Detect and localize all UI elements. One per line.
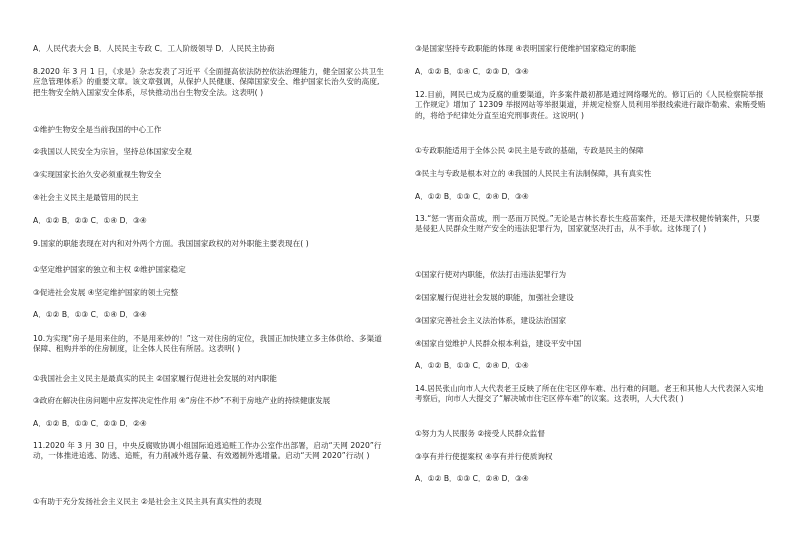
left-option-line-0: A．人民代表大会 B．人民民主专政 C．工人阶级领导 D．人民民主协商 [33,44,275,53]
right-question-stem-2: 12.目前，网民已成为反腐的重要渠道，许多案件最初都是通过网络曝光的。修订后的《人民检察院举报工作规定》增加了 12309 举报网站等举报渠道，并规定检察人员利用举报线索进行敲诈勒索、索贿受贿的，将给予纪律处分直至追究刑事责任。这说明( ) [415,90,766,120]
left-option-line-5: ④社会主义民主是最管用的民主 [33,193,139,202]
right-option-line-1: A．①② B．①④ C．②③ D．③④ [415,67,529,76]
right-option-line-10: ④国家自觉维护人民群众根本利益，建设平安中国 [415,339,582,348]
left-option-line-9: ③促进社会发展 ④坚定维护国家的领土完整 [33,288,179,297]
right-option-line-3: ①专政职能适用于全体公民 ②民主是专政的基础，专政是民主的保障 [415,146,644,155]
left-question-stem-11: 10.为实现“房子是用来住的，不是用来炒的！”这一对住房的定位，我国正加快建立多主体供给、多渠道保障、租购并举的住房制度，让全体人民住有所居。这表明( ) [33,334,382,354]
left-option-line-10: A．①② B．①③ C．①④ D．③④ [33,310,147,319]
left-question-stem-1: 8.2020 年 3 月 1 日，《求是》杂志发表了习近平《全面提高依法防控依法治理能力，健全国家公共卫生应急管理体系》的重要文章。该文章强调，从保护人民健康、保障国家安全、维护国家长治久安的高度,把生物安全纳入国家安全体系，尽快推动出台生物安全法。这表明( ) [33,67,384,97]
right-option-line-13: ①努力为人民服务 ②接受人民群众监督 [415,429,545,438]
left-option-line-2: ①维护生物安全是当前我国的中心工作 [33,125,162,134]
right-option-line-5: A．①② B．①③ C．②④ D．③④ [415,192,529,201]
left-question-stem-15: 11.2020 年 3 月 30 日，中央反腐败协调小组国际追逃追赃工作办公室作出部署，启动“天网 2020”行动，一体推进追逃、防逃、追赃，有力削减外逃存量、有效遏制外逃增量。启动“天网 2020”行动( ) [33,441,382,461]
left-option-line-8: ①坚定维护国家的独立和主权 ②维护国家稳定 [33,265,186,274]
right-option-line-8: ②国家履行促进社会发展的职能，加强社会建设 [415,293,574,302]
left-option-line-4: ③实现国家长治久安必须重视生物安全 [33,170,162,179]
left-option-line-13: ③政府在解决住房问题中应发挥决定性作用 ④“房住不炒”不利于房地产业的持续健康发展 [33,396,331,405]
left-question-stem-7: 9.国家的职能表现在对内和对外两个方面。我国国家政权的对外职能主要表现在( ) [33,239,309,248]
right-option-line-9: ③国家完善社会主义法治体系，建设法治国家 [415,316,567,325]
left-option-line-12: ①我国社会主义民主是最真实的民主 ②国家履行促进社会发展的对内职能 [33,374,277,383]
right-option-line-14: ③享有并行使提案权 ④享有并行使质询权 [415,452,553,461]
left-option-line-14: A．①② B．①③ C．②③ D．②④ [33,419,147,428]
right-option-line-11: A．①② B．①③ C．②④ D．①④ [415,361,529,370]
right-question-stem-12: 14.居民张山向市人大代表老王反映了所在住宅区停车难、出行难的问题。老王和其他人大代表深入实地考察后，向市人大提交了“解决城市住宅区停车难”的议案。这表明，人大代表( ) [415,384,764,404]
right-question-stem-6: 13.“惩一害而众苗成，刑一恶而万民悦。”无论是吉林长春长生疫苗案件，还是天津权健传销案件，只要是侵犯人民群众生财产安全的违法犯罪行为，国家就坚决打击，从不手软。这体现了( ) [415,214,761,234]
right-option-line-4: ③民主与专政是根本对立的 ④我国的人民民主有法制保障，具有真实性 [415,169,652,178]
left-option-line-16: ①有助于充分发扬社会主义民主 ②是社会主义民主具有真实性的表现 [33,497,262,506]
right-option-line-0: ③是国家坚持专政职能的体现 ④表明国家行使维护国家稳定的职能 [415,44,637,53]
left-option-line-3: ②我国以人民安全为宗旨，坚持总体国家安全观 [33,147,192,156]
right-option-line-7: ①国家行使对内职能，依法打击违法犯罪行为 [415,270,567,279]
left-option-line-6: A．①② B．②③ C．①④ D．③④ [33,216,147,225]
right-option-line-15: A．①② B．①③ C．②④ D．③④ [415,474,529,483]
